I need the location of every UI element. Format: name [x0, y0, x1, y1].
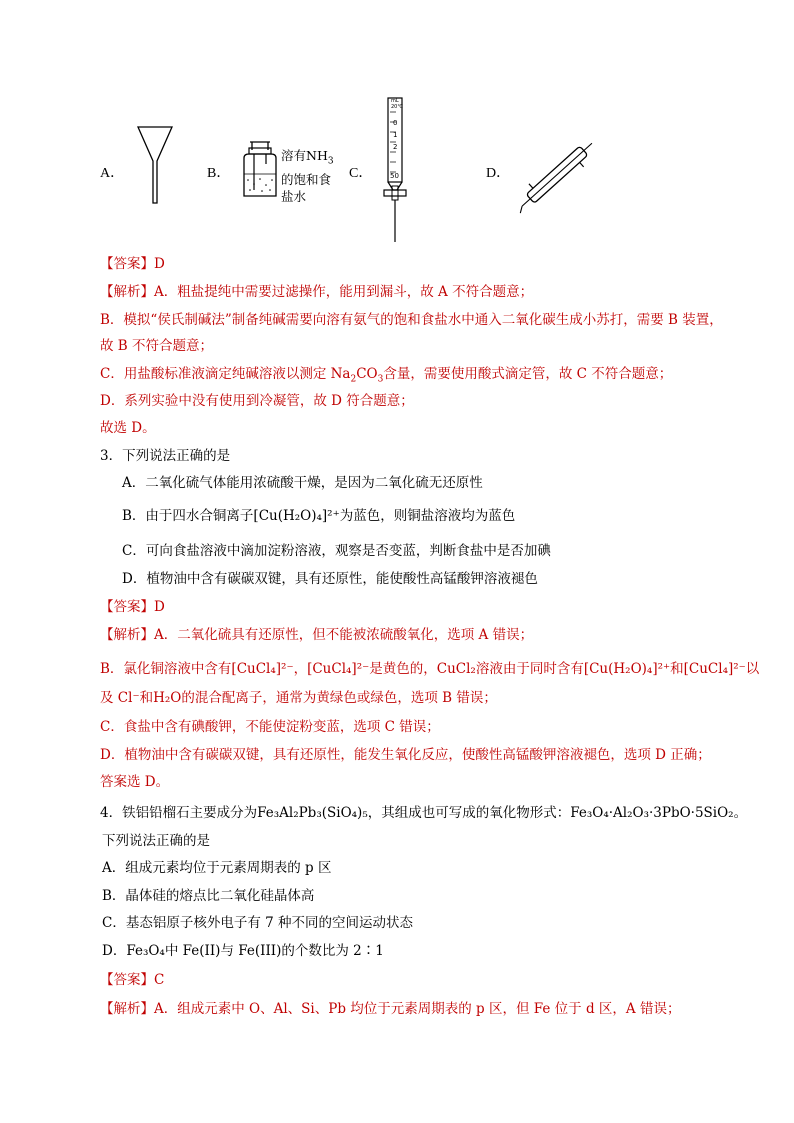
- option-c-label: C．: [349, 166, 373, 181]
- option-a-label: A．: [100, 166, 125, 181]
- q3-option-c: C．可向食盐溶液中滴加淀粉溶液，观察是否变蓝，判断食盐中是否加碘: [122, 543, 551, 559]
- q3-option-d: D．植物油中含有碳碳双键，具有还原性，能使酸性高锰酸钾溶液褪色: [122, 571, 538, 587]
- q2-analysis-a: 【解析】A．粗盐提纯中需要过滤操作，能用到漏斗，故 A 不符合题意；: [100, 284, 534, 300]
- q3-answer: 【答案】D: [100, 599, 165, 615]
- q3-option-b: B．由于四水合铜离子[Cu(H₂O)₄]²⁺为蓝色，则铜盐溶液均为蓝色: [122, 508, 516, 524]
- q2-answer: 【答案】D: [100, 256, 165, 272]
- q3-analysis-b2: 及 Cl⁻和H₂O的混合配离子，通常为黄绿色或绿色，选项 B 错误；: [100, 690, 497, 706]
- burette-icon: [380, 96, 416, 246]
- q3-conclusion: 答案选 D。: [100, 774, 170, 790]
- option-d-label: D．: [486, 166, 511, 181]
- q4-stem: 4．铁铝铅榴石主要成分为Fe₃Al₂Pb₃(SiO₄)₅，其组成也可写成的氧化物形式：Fe₃O₄·Al₂O₃·3PbO·5SiO₂。: [100, 805, 748, 821]
- q3-stem: 3．下列说法正确的是: [100, 448, 231, 464]
- q4-analysis-a: 【解析】A．组成元素中 O、Al、Si、Pb 均位于元素周期表的 p 区，但 Fe 位于 d 区，A 错误；: [100, 1001, 681, 1017]
- q2-analysis-b1: B．模拟“侯氏制碱法”制备纯碱需要向溶有氨气的饱和食盐水中通入二氧化碳生成小苏打，需要 B 装置，: [100, 312, 723, 328]
- q4-answer: 【答案】C: [100, 972, 165, 988]
- q3-analysis-d: D．植物油中含有碳碳双键，具有还原性，能发生氧化反应，使酸性高锰酸钾溶液褪色，选项 D 正确；: [100, 747, 711, 763]
- gas-wash-bottle-icon: [240, 140, 280, 200]
- q3-analysis-b1: B．氯化铜溶液中含有[CuCl₄]²⁻，[CuCl₄]²⁻是黄色的，CuCl₂溶液由于同时含有[Cu(H₂O)₄]²⁺和[CuCl₄]²⁻以: [100, 661, 760, 677]
- q2-analysis-d: D．系列实验中没有使用到冷凝管，故 D 符合题意；: [100, 393, 414, 409]
- burette-tick-2: 2: [393, 143, 398, 151]
- q4-option-a: A．组成元素均位于元素周期表的 p 区: [102, 860, 332, 876]
- q3-analysis-a: 【解析】A．二氧化硫具有还原性，但不能被浓硫酸氧化，选项 A 错误；: [100, 627, 534, 643]
- q2-conclusion: 故选 D。: [100, 420, 156, 436]
- burette-tick-0: 0: [393, 119, 398, 127]
- burette-top-label: mL 20℃: [391, 98, 403, 110]
- q3-analysis-c: C．食盐中含有碘酸钾，不能使淀粉变蓝，选项 C 错误；: [100, 719, 440, 735]
- q4-stem-2: 下列说法正确的是: [102, 833, 210, 849]
- funnel-icon: [136, 125, 176, 205]
- q3-option-a: A．二氧化硫气体能用浓硫酸干燥，是因为二氧化硫无还原性: [122, 475, 483, 491]
- burette-tick-50: 50: [390, 172, 399, 180]
- q4-option-b: B．晶体硅的熔点比二氧化硅晶体高: [102, 888, 315, 904]
- q2-analysis-b2: 故 B 不符合题意；: [100, 338, 214, 354]
- condenser-icon: [515, 130, 605, 215]
- burette-tick-1: 1: [393, 131, 398, 139]
- option-b-label: B．: [207, 166, 231, 181]
- b-caption: 溶有$NH_3$ 的饱和食 盐水: [281, 148, 334, 204]
- q4-option-c: C．基态铝原子核外电子有 7 种不同的空间运动状态: [102, 915, 414, 931]
- q4-option-d: D．Fe₃O₄中 Fe(II)与 Fe(III)的个数比为 2∶1: [102, 943, 384, 959]
- q2-analysis-c: C．用盐酸标准液滴定纯碱溶液以测定 $Na_2CO_3$含量，需要使用酸式滴定管，故 C 不符合题意；: [100, 366, 673, 385]
